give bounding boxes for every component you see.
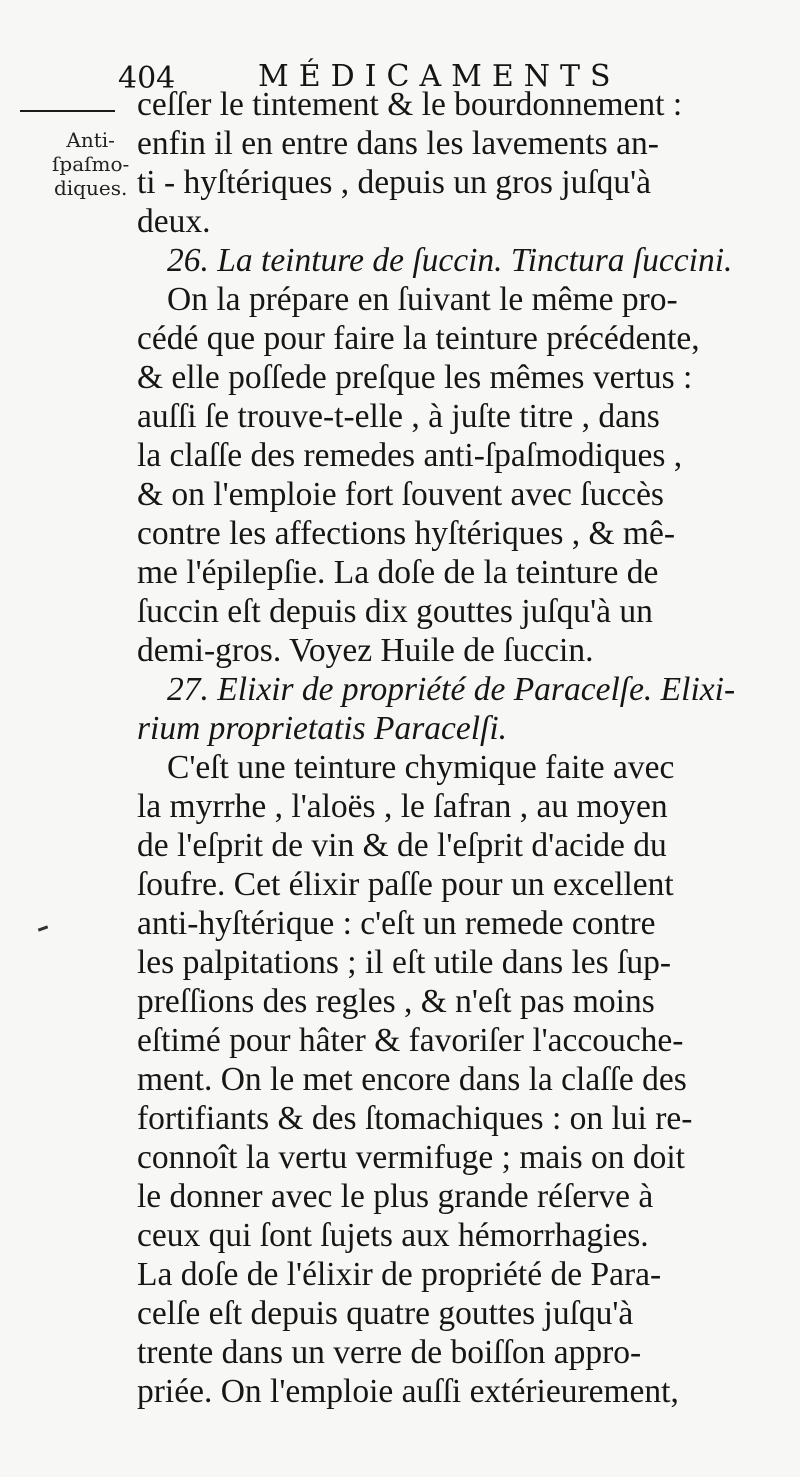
text-line: celſe eſt depuis quatre gouttes juſqu'à (137, 1295, 634, 1332)
text-line: cédé que pour faire la teinture précédente, (137, 320, 700, 357)
text-line: fortifiants & des ſtomachiques : on lui re- (137, 1100, 693, 1137)
text-line: enfin il en entre dans les lavements an- (137, 125, 659, 162)
text-line: preſſions des regles , & n'eſt pas moins (137, 983, 655, 1020)
text-line: me l'épilepſie. La doſe de la teinture de (137, 554, 659, 591)
text-line: deux. (137, 203, 211, 240)
margin-note-line: ſpaſmo- (52, 152, 130, 176)
text-line: On la prépare en ſuivant le même pro- (167, 281, 678, 318)
margin-note-line: diques. (53, 176, 128, 200)
text-line: priée. On l'emploie auſſi extérieurement, (137, 1373, 679, 1410)
text-line: rium proprietatis Paracelſi. (137, 710, 508, 747)
text-line: La doſe de l'élixir de propriété de Para- (137, 1256, 662, 1293)
text-line: C'eſt une teinture chymique faite avec (167, 749, 675, 786)
text-line: la myrrhe , l'aloës , le ſafran , au moyen (137, 788, 668, 825)
page-number: 404 (118, 61, 176, 96)
text-line: contre les affections hyſtériques , & mê- (137, 515, 675, 552)
margin-rule (20, 110, 115, 112)
margin-note (52, 128, 129, 200)
text-line: ment. On le met encore dans la claſſe des (137, 1061, 687, 1098)
text-line: eſtimé pour hâter & favoriſer l'accouche- (137, 1022, 684, 1059)
text-line: anti-hyſtérique : c'eſt un remede contre (137, 905, 656, 942)
text-line: demi-gros. Voyez Huile de ſuccin. (137, 632, 594, 669)
text-line: connoît la vertu vermifuge ; mais on doit (137, 1139, 685, 1176)
text-line: ceſſer le tintement & le bourdonnement : (137, 86, 683, 123)
text-line: le donner avec le plus grande réſerve à (137, 1178, 654, 1215)
text-line: ti - hyſtériques , depuis un gros juſqu'à (137, 164, 652, 201)
text-line: & on l'emploie fort ſouvent avec ſuccès (137, 476, 664, 513)
text-line: ceux qui ſont ſujets aux hémorrhagies. (137, 1217, 649, 1254)
text-line: trente dans un verre de boiſſon appro- (137, 1334, 642, 1371)
running-title: MÉDICAMENTS (258, 59, 621, 94)
text-line: auſſi ſe trouve-t-elle , à juſte titre , dans (137, 398, 660, 435)
text-line: de l'eſprit de vin & de l'eſprit d'acide du (137, 827, 667, 864)
margin-note-line: Anti- (66, 128, 115, 152)
text-line: ſuccin eſt depuis dix gouttes juſqu'à un (137, 593, 653, 630)
text-line: 27. Elixir de propriété de Paracelſe. Elixi- (167, 671, 736, 708)
text-line: les palpitations ; il eſt utile dans les ſup- (137, 944, 672, 981)
body-text (137, 85, 767, 1411)
text-line: 26. La teinture de ſuccin. Tinctura ſuccini. (167, 242, 733, 279)
text-line: & elle poſſede preſque les mêmes vertus : (137, 359, 693, 396)
margin-mark (38, 925, 48, 931)
text-line: ſoufre. Cet élixir paſſe pour un excellent (137, 866, 674, 903)
text-line: la claſſe des remedes anti-ſpaſmodiques , (137, 437, 683, 474)
